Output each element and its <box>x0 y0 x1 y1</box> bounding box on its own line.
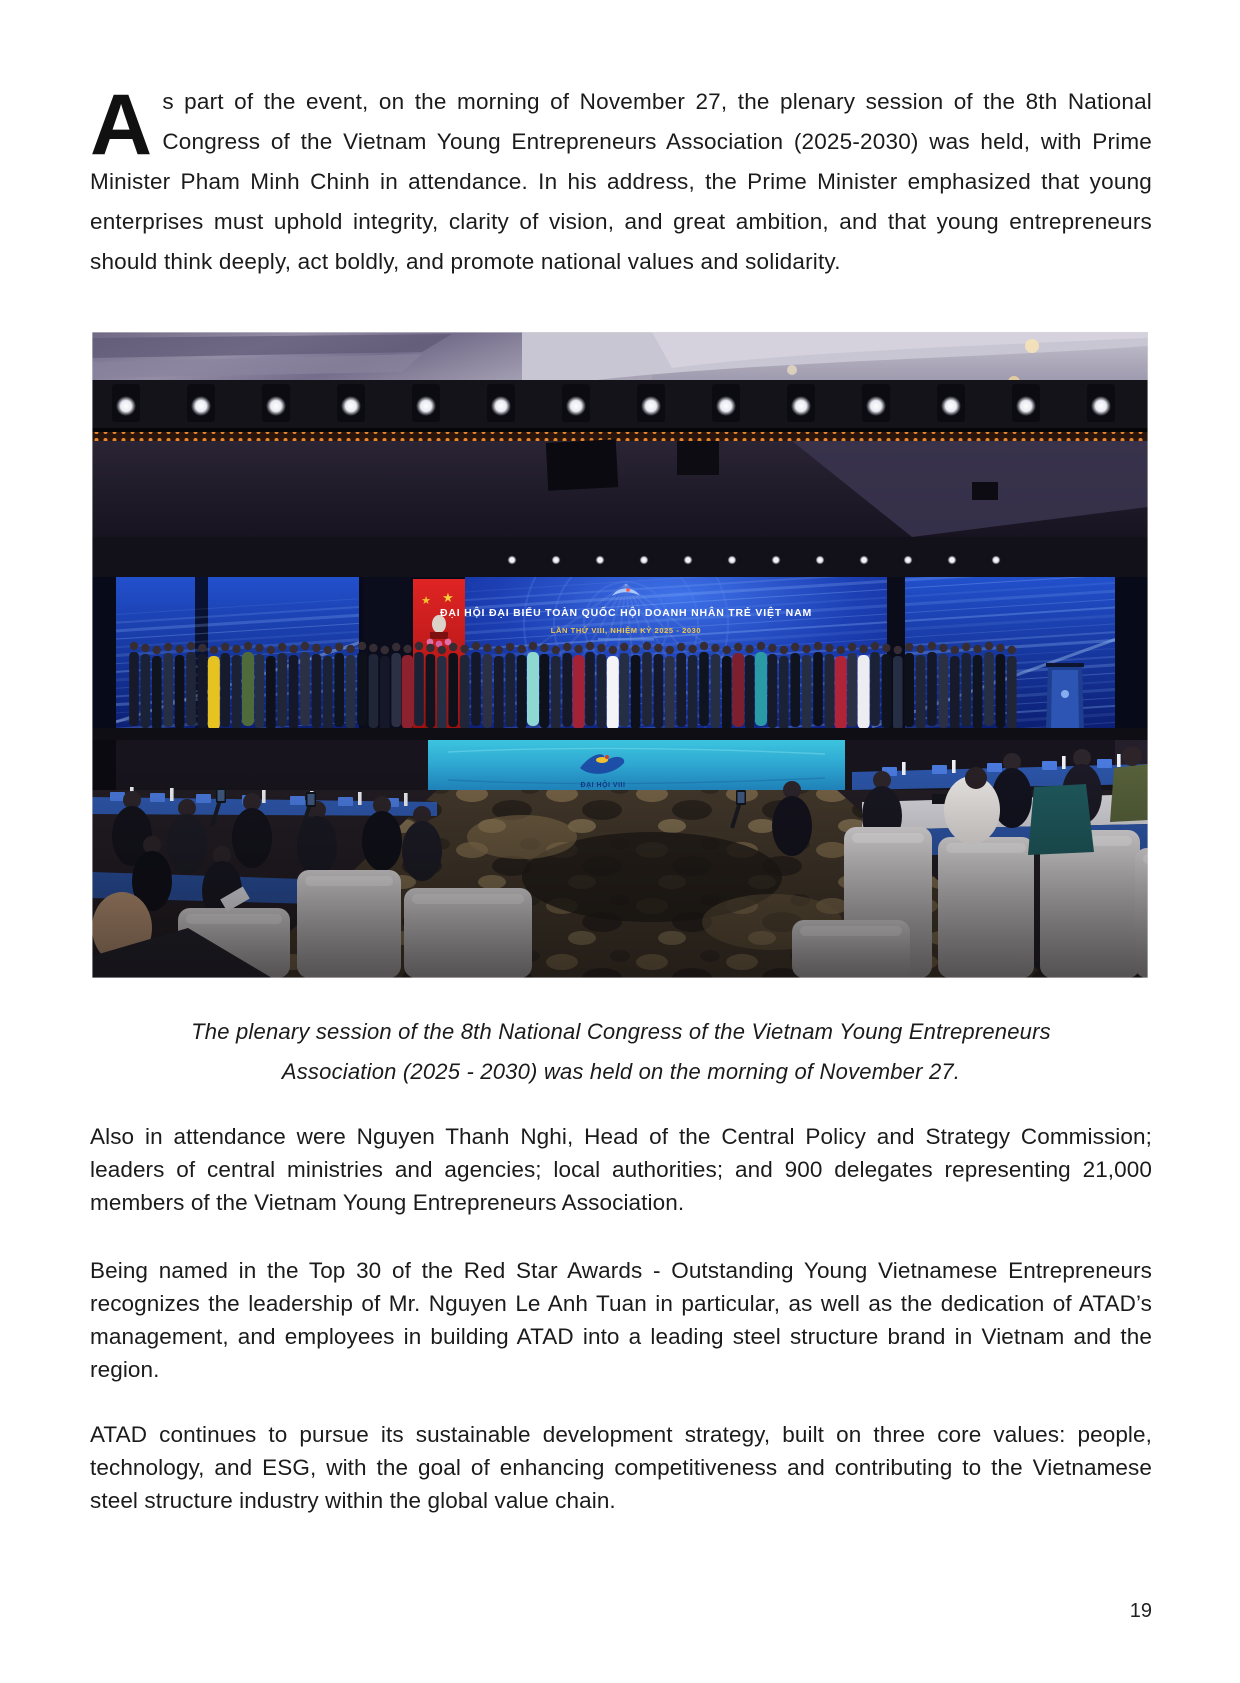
paragraph-2: Also in attendance were Nguyen Thanh Nghi, Head of the Central Policy and Strategy Commission; leaders of central ministries and agencies; local authorities; and 900 delegates representing 21,000 members of the Vietnam Young Entrepreneurs Association. <box>90 1124 1152 1215</box>
page-number: 19 <box>1129 1600 1152 1622</box>
rigging-zone <box>92 439 1148 577</box>
hammer-sickle-star: ★ <box>421 595 431 607</box>
caption-line-1: The plenary session of the 8th National Congress of the Vietnam Young Entrepreneurs <box>191 1019 1051 1044</box>
podium <box>1046 663 1084 731</box>
drop-cap: A <box>90 77 153 173</box>
paragraph-4: ATAD continues to pursue its sustainable development strategy, built on three core values: people, technology, and ESG, with the goal of enhancing competitiveness and contributing to the Vietnamese steel structure industry within the global value chain. <box>90 1422 1152 1513</box>
paragraph-3: Being named in the Top 30 of the Red Star Awards - Outstanding Young Vietnamese Entrepreneurs recognizes the leadership of Mr. Nguyen Le Anh Tuan in particular, as well as the dedication of ATAD’s management, and employees in building ATAD into a leading steel structure brand in Vietnam and the region. <box>90 1258 1152 1382</box>
opening-paragraph <box>90 77 1152 282</box>
paragraph-1-text: s part of the event, on the morning of November 27, the plenary session of the 8th National Congress of the Vietnam Young Entrepreneurs Association (2025-2030) was held, with Prime Minister Pham Minh Chinh in attendance. In his address, the Prime Minister emphasized that young enterprises must uphold integrity, clarity of vision, and great ambition, and that young entrepreneurs should think deeply, act boldly, and promote national values and solidarity. <box>90 89 1152 274</box>
backdrop-title: ĐẠI HỘI ĐẠI BIỂU TOÀN QUỐC HỘI DOANH NHÂN TRẺ VIỆT NAM <box>439 607 813 619</box>
vignette <box>92 762 1148 978</box>
event-photo-canvas <box>92 332 1148 978</box>
amber-led-strip <box>92 432 1148 441</box>
light-truss <box>92 380 1148 441</box>
event-photo <box>92 332 1148 978</box>
backdrop-subtitle: LẦN THỨ VIII, NHIỆM KỲ 2025 - 2030 <box>550 626 702 635</box>
photo-caption <box>90 1012 1152 1092</box>
caption-line-2: Association (2025 - 2030) was held on the morning of November 27. <box>281 1059 961 1084</box>
ceiling <box>92 332 1148 388</box>
gold-star: ★ <box>442 590 454 605</box>
